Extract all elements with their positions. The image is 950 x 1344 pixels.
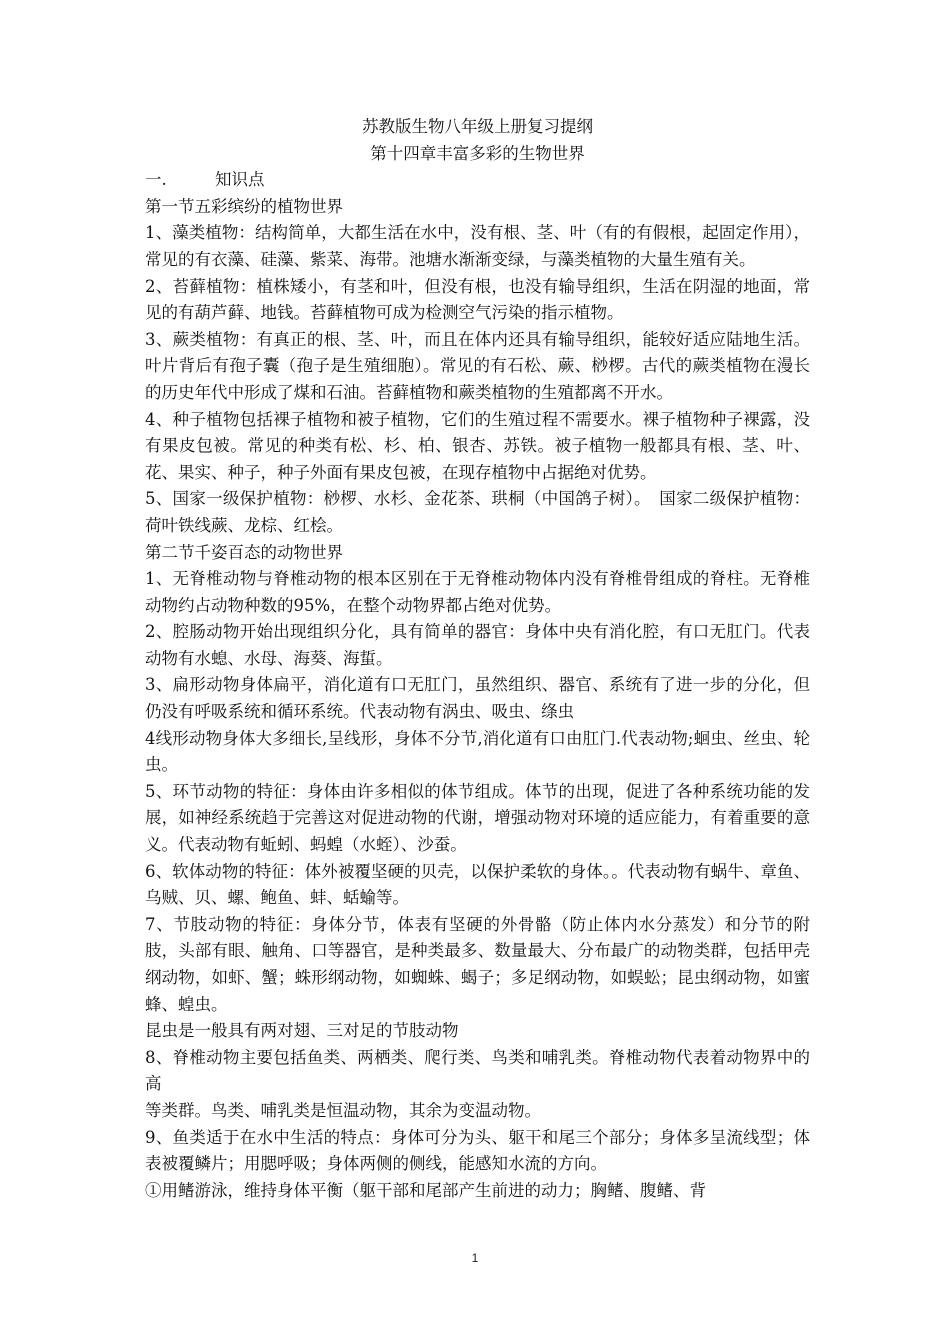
paragraph: 等类群。鸟类、哺乳类是恒温动物，其余为变温动物。 bbox=[145, 1100, 541, 1120]
section-heading bbox=[145, 167, 810, 194]
paragraph: 6、软体动物的特征：体外被覆坚硬的贝壳，以保护柔软的身体。。代表动物有蜗牛、章鱼、乌贼、贝、螺、鲍鱼、蚌、蛞蝓等。 bbox=[145, 861, 810, 908]
section-title: 知识点 bbox=[215, 170, 265, 190]
paragraph: 1、藻类植物：结构简单，大都生活在水中，没有根、茎、叶（有的有假根，起固定作用），常见的有衣藻、硅藻、紫菜、海带。池塘水渐渐变绿，与藻类植物的大量生殖有关。 bbox=[145, 223, 810, 269]
paragraph: ①用鳍游泳，维持身体平衡（躯干部和尾部产生前进的动力；胸鳍、腹鳍、背 bbox=[145, 1180, 706, 1200]
paragraph: 8、脊椎动物主要包括鱼类、两栖类、爬行类、鸟类和哺乳类。脊椎动物代表着动物界中的高 bbox=[145, 1047, 810, 1094]
paragraph: 4、种子植物包括裸子植物和被子植物，它们的生殖过程不需要水。裸子植物种子裸露，没有果皮包被。常见的种类有松、杉、柏、银杏、苏铁。被子植物一般都具有根、茎、叶、花、果实、种子，种子外面有果皮包被，在现存植物中占据绝对优势。 bbox=[145, 409, 810, 482]
paragraph: 2、腔肠动物开始出现组织分化，具有简单的器官：身体中央有消化腔，有口无肛门。代表动物有水螅、水母、海葵、海蜇。 bbox=[145, 622, 810, 668]
paragraph: 5、国家一级保护植物：桫椤、水杉、金花茶、珙桐（中国鸽子树）。 国家二级保护植物：荷叶铁线蕨、龙棕、红桧。 bbox=[145, 489, 810, 535]
chapter-title: 第十四章丰富多彩的生物世界 bbox=[370, 143, 585, 163]
paragraph: 2、苔藓植物：植株矮小，有茎和叶，但没有根，也没有输导组织，生活在阴湿的地面，常见的有葫芦藓、地钱。苔藓植物可成为检测空气污染的指示植物。 bbox=[145, 276, 810, 323]
paragraph: 7、节肢动物的特征：身体分节，体表有坚硬的外骨骼（防止体内水分蒸发）和分节的附肢，头部有眼、触角、口等器官，是种类最多、数量最大、分布最广的动物类群，包括甲壳纲动物，如虾、蟹；蛛形纲动物，如蜘蛛、蝎子；多足纲动物，如蜈蚣；昆虫纲动物，如蜜蜂、蝗虫。 bbox=[145, 914, 810, 1014]
section-number: 一. bbox=[145, 170, 167, 190]
paragraph: 5、环节动物的特征：身体由许多相似的体节组成。体节的出现，促进了各种系统功能的发展，如神经系统趋于完善这对促进动物的代谢，增强动物对环境的适应能力，有着重要的意义。代表动物有蚯蚓、蚂蝗（水蛭）、沙蚕。 bbox=[145, 781, 810, 855]
document-title: 苏教版生物八年级上册复习提纲 bbox=[362, 117, 593, 136]
paragraph: 9、鱼类适于在水中生活的特点：身体可分为头、躯干和尾三个部分；身体多呈流线型；体表被覆鳞片；用腮呼吸；身体两侧的侧线，能感知水流的方向。 bbox=[145, 1127, 810, 1174]
paragraph: 4线形动物身体大多细长,呈线形，身体不分节,消化道有口由肛门.代表动物;蛔虫、丝虫、轮虫。 bbox=[145, 728, 810, 775]
subsection-heading-animals: 第二节千姿百态的动物世界 bbox=[145, 542, 343, 562]
paragraph: 3、蕨类植物：有真正的根、茎、叶，而且在体内还具有输导组织，能较好适应陆地生活。叶片背后有孢子囊（孢子是生殖细胞）。常见的有石松、蕨、桫椤。古代的蕨类植物在漫长的历史年代中形成了煤和石油。苔藓植物和蕨类植物的生殖都离不开水。 bbox=[145, 329, 810, 402]
paragraph: 昆虫是一般具有两对翅、三对足的节肢动物 bbox=[145, 1021, 459, 1041]
paragraph: 3、扁形动物身体扁平，消化道有口无肛门，虽然组织、器官、系统有了进一步的分化，但仍没有呼吸系统和循环系统。代表动物有涡虫、吸虫、绦虫 bbox=[145, 675, 810, 722]
document-body bbox=[145, 114, 810, 1204]
page-number: 1 bbox=[471, 1251, 479, 1265]
subsection-heading-plants: 第一节五彩缤纷的植物世界 bbox=[145, 196, 343, 216]
paragraph: 1、无脊椎动物与脊椎动物的根本区别在于无脊椎动物体内没有脊椎骨组成的脊柱。无脊椎动物约占动物种数的95%，在整个动物界都占绝对优势。 bbox=[145, 569, 810, 615]
